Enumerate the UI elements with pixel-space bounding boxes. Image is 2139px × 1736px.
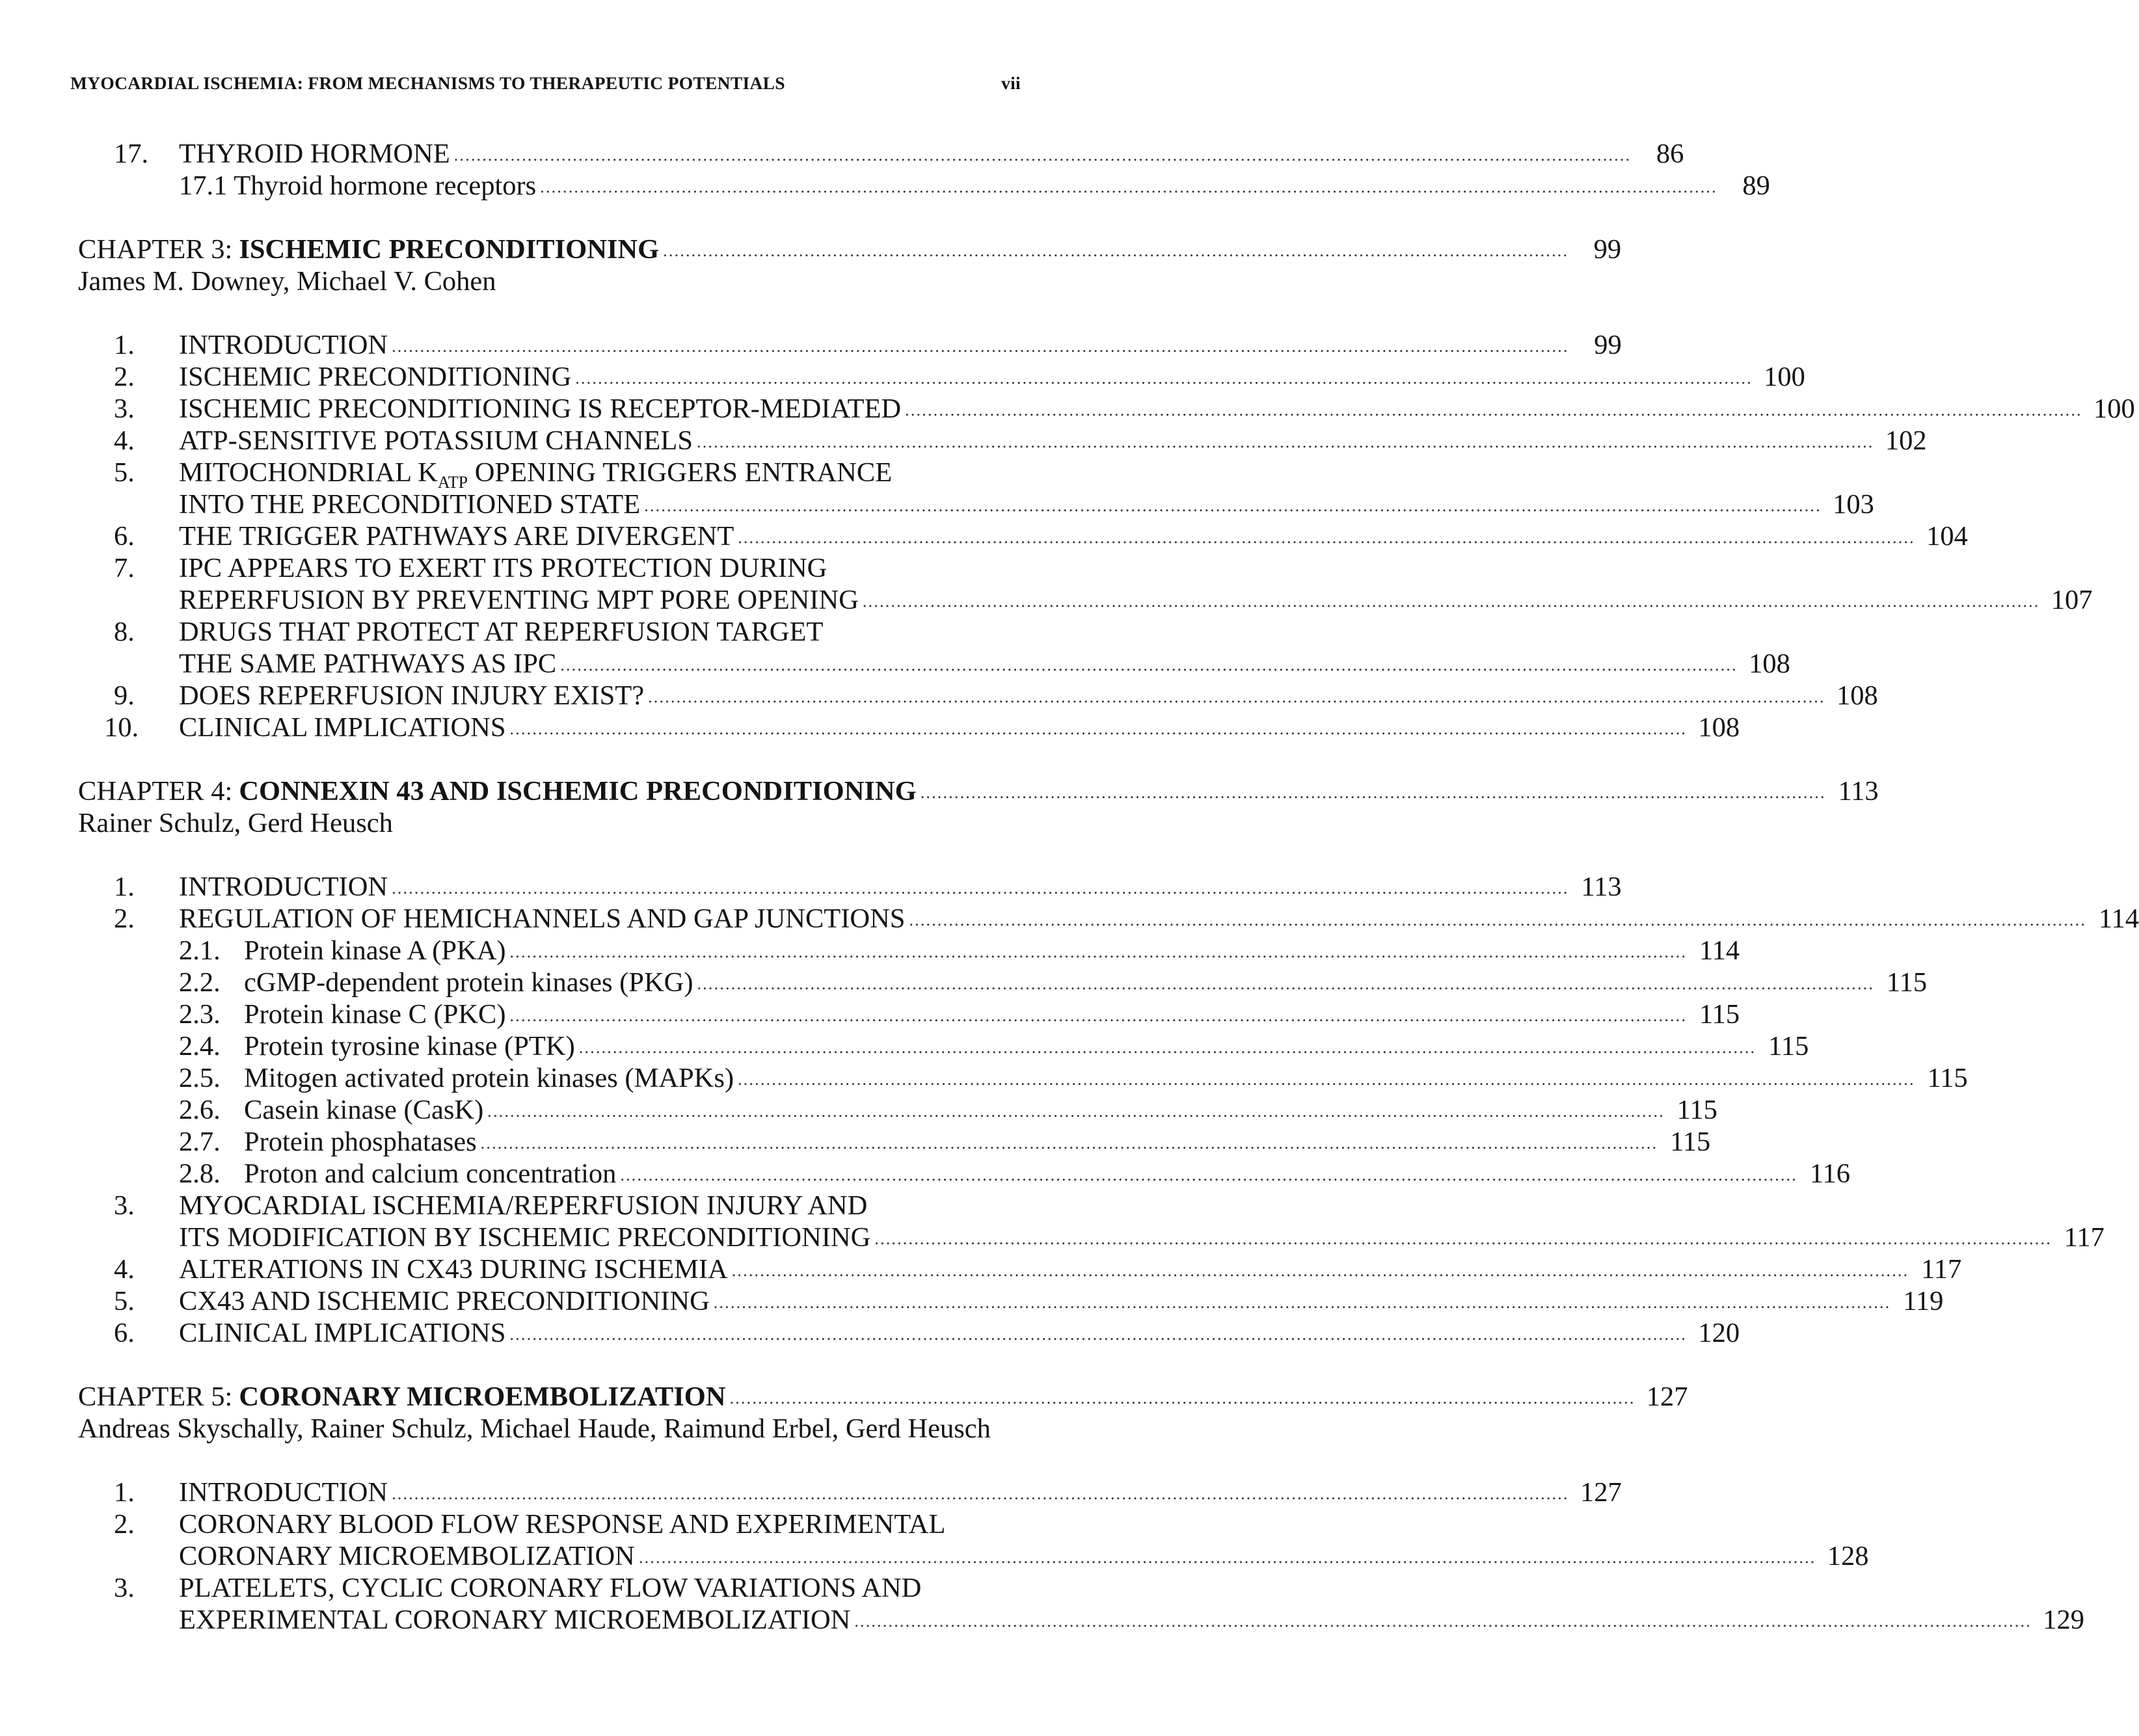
toc-entry-first-line[interactable]: 2. CORONARY BLOOD FLOW RESPONSE AND EXPERIMENTAL: [114, 1509, 946, 1540]
dot-leader: [392, 330, 1569, 362]
toc-entry-page: 86: [1656, 139, 1684, 169]
toc-entry[interactable]: 6. THE TRIGGER PATHWAYS ARE DIVERGENT ..... 104: [78, 520, 1015, 552]
toc-entry[interactable]: 4. ATP-SENSITIVE POTASSIUM CHANNELS ..... 102: [78, 425, 1015, 457]
chapter-title: ISCHEMIC PRECONDITIONING: [239, 234, 660, 265]
dot-leader: [921, 777, 1826, 808]
toc-entry-second-line[interactable]: ITS MODIFICATION BY ISCHEMIC PRECONDITIONING ..... 117: [78, 1222, 1015, 1253]
chapter-label: CHAPTER 5:: [78, 1382, 233, 1412]
toc-entry-first-line[interactable]: 7. IPC APPEARS TO EXERT ITS PROTECTION DURING: [114, 553, 827, 583]
dot-leader: [874, 1223, 2052, 1255]
dot-leader: [560, 649, 1738, 681]
running-head-title: MYOCARDIAL ISCHEMIA: FROM MECHANISMS TO THERAPEUTIC POTENTIALS: [70, 73, 785, 93]
dot-leader: [481, 1127, 1658, 1159]
dot-leader: [854, 1605, 2032, 1637]
toc-entry-title: THYROID HORMONE: [179, 139, 450, 169]
toc-entry-first-line[interactable]: 5. MITOCHONDRIAL $K_{ATP}$ OPENING TRIGGERS ENTRANCE: [114, 457, 893, 492]
chapter-page: 127: [1646, 1382, 1688, 1412]
toc-subentry[interactable]: 2.4. Protein tyrosine kinase (PTK) ..... 115: [78, 1030, 1015, 1062]
dot-leader: [510, 936, 1688, 968]
dot-leader: [620, 1159, 1797, 1191]
dot-leader: [575, 362, 1753, 394]
chapter-label: CHAPTER 4:: [78, 776, 233, 807]
dot-leader: [738, 1063, 1915, 1095]
toc-entry[interactable]: 10. CLINICAL IMPLICATIONS ..... 108: [78, 712, 1015, 743]
toc-entry[interactable]: 17. THYROID HORMONE ..... 86: [78, 138, 1015, 170]
dot-leader: [540, 171, 1717, 203]
running-head: [70, 73, 1021, 94]
dot-leader: [863, 585, 2040, 617]
dot-leader: [648, 681, 1825, 713]
toc-entry[interactable]: 9. DOES REPERFUSION INJURY EXIST? ..... 108: [78, 680, 1015, 712]
chapter-4-authors: Rainer Schulz, Gerd Heusch: [78, 808, 393, 838]
dot-leader: [738, 522, 1915, 554]
dot-leader: [392, 1478, 1569, 1510]
toc-entry-second-line[interactable]: INTO THE PRECONDITIONED STATE ..... 103: [78, 488, 1015, 520]
dot-leader: [730, 1382, 1635, 1414]
toc-subentry[interactable]: 2.3. Protein kinase C (PKC) ..... 115: [78, 998, 1015, 1030]
toc-subentry[interactable]: 2.7. Protein phosphatases ..... 115: [78, 1126, 1015, 1158]
dot-leader: [639, 1542, 1816, 1573]
toc-entry-second-line[interactable]: CORONARY MICROEMBOLIZATION ..... 128: [78, 1540, 1015, 1572]
dot-leader: [909, 904, 2086, 936]
toc-subentry[interactable]: 2.1. Protein kinase A (PKA) ..... 114: [78, 935, 1015, 967]
toc-entry-first-line[interactable]: 3. MYOCARDIAL ISCHEMIA/REPERFUSION INJURY AND: [114, 1190, 868, 1221]
dot-leader: [714, 1287, 1891, 1318]
toc-entry[interactable]: [78, 170, 1770, 202]
dot-leader: [644, 490, 1822, 522]
chapter-title: CORONARY MICROEMBOLIZATION: [239, 1382, 726, 1412]
toc-subentry[interactable]: 2.2. cGMP-dependent protein kinases (PKG) ..... 115: [78, 967, 1015, 998]
toc-entry-first-line[interactable]: 3. PLATELETS, CYCLIC CORONARY FLOW VARIATIONS AND: [114, 1573, 922, 1603]
chapter-5-authors: Andreas Skyschally, Rainer Schulz, Michael Haude, Raimund Erbel, Gerd Heusch: [78, 1413, 991, 1444]
dot-leader: [697, 426, 1874, 458]
dot-leader: [663, 235, 1568, 267]
toc-entry[interactable]: 1. INTRODUCTION ..... 127: [78, 1476, 1015, 1508]
chapter-page: 99: [1593, 234, 1622, 265]
toc-entry[interactable]: 2. REGULATION OF HEMICHANNELS AND GAP JUNCTIONS ..... 114: [78, 903, 1015, 935]
toc-entry[interactable]: 2. ISCHEMIC PRECONDITIONING ..... 100: [78, 361, 1015, 393]
dot-leader: [510, 713, 1688, 745]
dot-leader: [905, 394, 2082, 426]
toc-entry[interactable]: 4. ALTERATIONS IN CX43 DURING ISCHEMIA ..... 117: [78, 1253, 1015, 1285]
toc-entry-first-line[interactable]: 8. DRUGS THAT PROTECT AT REPERFUSION TARGET: [114, 617, 824, 647]
toc-entry-second-line[interactable]: EXPERIMENTAL CORONARY MICROEMBOLIZATION ..... 129: [78, 1604, 1015, 1636]
table-of-contents: [78, 138, 2139, 1636]
chapter-title: CONNEXIN 43 AND ISCHEMIC PRECONDITIONING: [239, 776, 917, 807]
chapter-5-heading[interactable]: [78, 1381, 1688, 1413]
toc-subentry[interactable]: 2.6. Casein kinase (CasK) ..... 115: [78, 1094, 1015, 1126]
toc-entry-page: 89: [1742, 170, 1770, 201]
chapter-3-heading[interactable]: [78, 234, 1622, 265]
toc-subentry[interactable]: 2.8. Proton and calcium concentration ..... 116: [78, 1158, 1015, 1190]
dot-leader: [732, 1255, 1909, 1287]
dot-leader: [510, 1318, 1688, 1350]
chapter-3-authors: James M. Downey, Michael V. Cohen: [78, 266, 496, 297]
dot-leader: [579, 1032, 1756, 1063]
chapter-page: 113: [1838, 776, 1879, 807]
dot-leader: [487, 1095, 1665, 1127]
toc-entry[interactable]: 1. INTRODUCTION ..... 113: [78, 871, 1015, 903]
chapter-label: CHAPTER 3:: [78, 234, 233, 265]
toc-subentry[interactable]: 2.5. Mitogen activated protein kinases (MAPKs) ..... 115: [78, 1062, 1015, 1094]
dot-leader: [454, 139, 1632, 171]
toc-entry-title: 17.1 Thyroid hormone receptors: [179, 170, 537, 201]
toc-entry[interactable]: 3. ISCHEMIC PRECONDITIONING IS RECEPTOR-MEDIATED ..... 100: [78, 393, 1015, 425]
toc-entry-second-line[interactable]: THE SAME PATHWAYS AS IPC ..... 108: [78, 648, 1015, 680]
dot-leader: [510, 1000, 1688, 1032]
toc-entry[interactable]: 1. INTRODUCTION ..... 99: [78, 329, 1015, 361]
toc-entry[interactable]: 5. CX43 AND ISCHEMIC PRECONDITIONING ..... 119: [78, 1285, 1015, 1317]
dot-leader: [392, 872, 1569, 904]
chapter-4-heading[interactable]: [78, 775, 1879, 807]
toc-entry[interactable]: 6. CLINICAL IMPLICATIONS ..... 120: [78, 1317, 1015, 1349]
running-head-page-number: vii: [1001, 73, 1021, 93]
toc-entry-second-line[interactable]: REPERFUSION BY PREVENTING MPT PORE OPENING ..... 107: [78, 584, 1015, 616]
dot-leader: [697, 968, 1874, 1000]
